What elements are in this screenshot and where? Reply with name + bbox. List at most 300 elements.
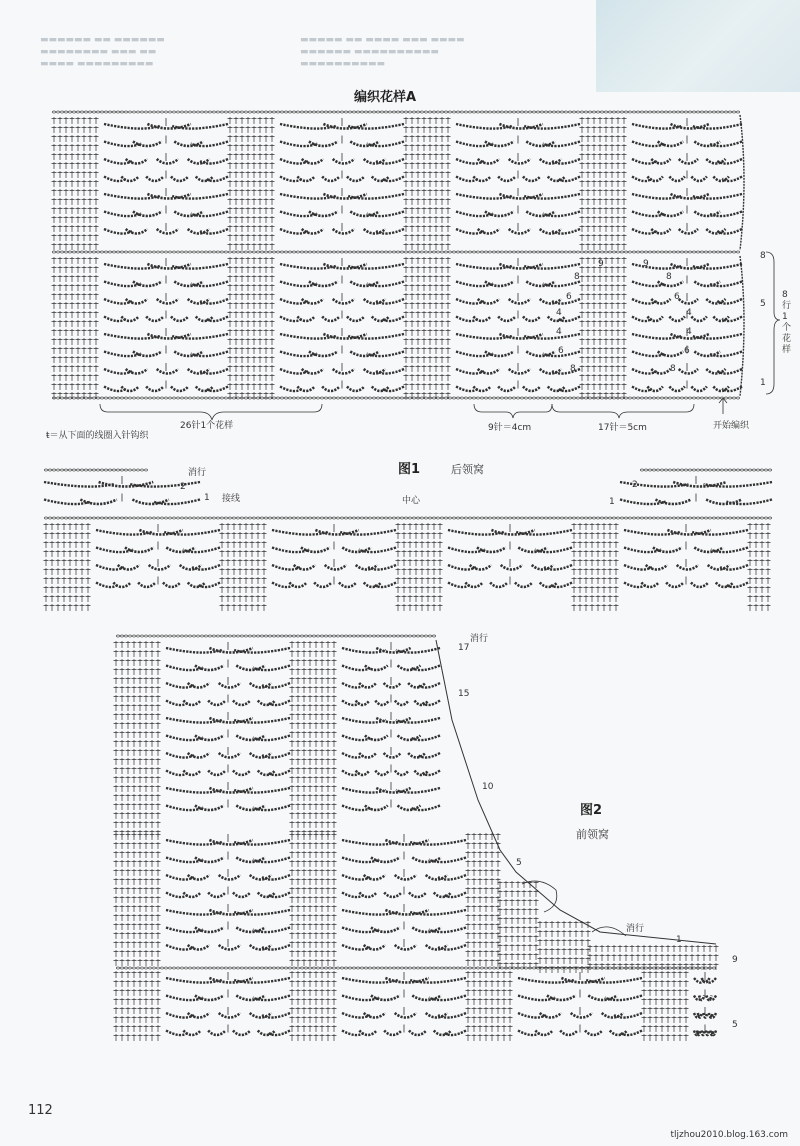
chain-arc [133,282,162,287]
chain-arc [651,299,670,304]
chain-arc [610,1031,627,1036]
chain-arc [347,317,364,322]
figure2-title: 图2 [580,803,603,818]
chain-arc [333,369,355,374]
stitch-column-block [228,117,275,250]
fan-motif [280,118,404,234]
chain-arc [146,387,163,392]
chain-arc [651,369,670,374]
fan-motif [456,258,580,391]
chain-arc [372,177,389,182]
chain-arc [653,548,682,553]
chain-arc [166,548,195,553]
chain-arc [195,996,224,1001]
inner-number: 6 [684,346,690,356]
inner-number: 8 [666,272,672,282]
background-text: ▬▬▬▬▬▬ ▬▬ ▬▬▬▬▬▬ ▬▬▬▬▬▬▬▬ ▬▬▬ ▬▬ ▬▬▬▬ ▬▬▬▬▬▬▬▬▬ [40,35,165,69]
chain-arc [409,1031,426,1036]
chain-arc [694,282,720,287]
chain-arc [706,299,725,304]
chain-arc [485,212,514,217]
chain-arc [314,583,331,588]
fan-motif [166,834,290,950]
chain-arc [258,893,275,898]
chain-arc [146,177,163,182]
chain-arc [490,583,507,588]
fan-motif [166,972,290,1035]
chain-arc [209,788,252,793]
inner-number: 4 [686,308,692,318]
chain-arc [547,996,576,1001]
chain-arc [219,683,241,688]
chain-arc [477,548,506,553]
chain-arc [706,369,725,374]
chain-arc [679,229,698,234]
chain-row [52,111,739,113]
chain-arc [196,317,213,322]
chain-arc [195,928,224,933]
chain-arc [651,229,670,234]
stitch-column-block [588,945,719,970]
rows-brace [766,252,780,394]
chain-arc [195,666,224,671]
inner-number: 4 [556,308,562,318]
chain-arc [157,299,179,304]
stitch-column-block [466,833,501,966]
fasten-off-label: 消行 [470,634,489,644]
chain-arc [171,177,188,182]
stitch-column-block [538,921,591,973]
chain-arc [408,753,425,758]
chain-arc [691,387,706,392]
chain-arc [364,583,381,588]
chain-arc [174,282,203,287]
chain-arc [658,352,684,357]
chain-arc [698,1013,702,1018]
pattern-repeat-label: 26针1个花样 [180,421,234,431]
chain-row [52,251,739,253]
chain-arc [412,858,441,863]
chain-arc [491,530,534,535]
chain-arc [347,177,364,182]
chain-arc [322,387,339,392]
chain-arc [233,893,250,898]
chain-arc [146,317,163,322]
row-number: 1 [676,935,682,945]
chain-arc [325,565,347,570]
chain-arc [208,1031,225,1036]
stitch-column-block [114,971,161,1041]
fan-motif [342,834,466,950]
chain-arc [375,701,389,706]
fan-motif [518,972,642,1035]
chain-arc [679,159,698,164]
stitch-column-block [290,971,337,1041]
chain-arc [139,530,182,535]
chain-arc [677,565,699,570]
chain-arc [499,264,542,269]
chain-arc [647,387,662,392]
chain-arc [333,229,355,234]
chain-arc [236,806,265,811]
chain-arc [408,683,425,688]
chain-arc [526,212,555,217]
chain-arc [147,334,190,339]
fan-motif [456,118,580,234]
chain-arc [509,229,531,234]
chain-arc [196,387,213,392]
chain-arc [509,369,531,374]
inner-number: 8 [670,364,676,374]
chain-arc [385,840,428,845]
row-number: 8 [760,251,766,261]
chain-arc [384,683,401,688]
chain-arc [132,500,168,505]
chain-arc [322,177,339,182]
figure2-chart [114,635,719,1041]
chain-arc [384,893,401,898]
chain-arc [571,1013,593,1018]
chain-arc [667,530,710,535]
chain-arc [523,177,540,182]
chain-arc [372,317,389,322]
chain-arc [385,910,428,915]
chain-arc [540,583,557,588]
fan-motif [624,524,748,587]
chain-arc [669,317,684,322]
chain-arc [174,142,203,147]
chain-arc [679,369,698,374]
chain-arc [691,177,706,182]
chain-arc [509,159,531,164]
chain-arc [395,875,417,880]
chain-arc [322,317,339,322]
center-label: 中心 [402,496,421,506]
stitch-column-block [290,641,337,837]
chain-arc [236,858,265,863]
fan-motif [342,642,440,810]
chain-arc [350,142,379,147]
chain-arc [523,317,540,322]
width-17-label: 17针＝5cm [598,423,647,433]
chain-arc [365,806,388,811]
chain-arc [658,142,684,147]
chain-arc [209,910,252,915]
stitch-column-block [748,523,771,611]
chain-arc [485,352,514,357]
chain-arc [398,666,421,671]
chain-arc [561,978,604,983]
chain-arc [174,352,203,357]
chain-arc [219,945,241,950]
width17-bracket [552,404,694,418]
fan-motif [280,258,404,391]
chain-arc [147,194,190,199]
inner-number: 4 [556,327,562,337]
chain-arc [209,648,252,653]
chain-arc [498,177,515,182]
chain-arc [679,299,698,304]
chain-arc [412,928,441,933]
chain-arc [171,317,188,322]
chain-row [52,397,739,399]
chain-arc [498,387,515,392]
row-number: 2 [180,482,186,492]
chain-arc [585,1031,602,1036]
chain-arc [233,771,250,776]
chain-arc [157,159,179,164]
chain-arc [434,893,451,898]
chain-arc [694,212,720,217]
width9-bracket [474,404,552,418]
chain-arc [323,194,366,199]
chain-arc [157,369,179,374]
chain-arc [699,996,704,1001]
row-number: 15 [458,689,470,699]
inner-number: 9 [598,259,604,269]
chain-arc [219,875,241,880]
chain-arc [125,548,154,553]
chain-arc [174,212,203,217]
fasten-off-label: 消行 [188,468,207,478]
chain-arc [716,583,733,588]
curve-arrow [522,881,557,912]
chain-arc [509,299,531,304]
fan-motif [272,524,396,587]
inner-number: 8 [574,272,580,282]
fasten-off-label: 消行 [626,924,645,934]
inner-number: 6 [566,292,572,302]
fan-motif [448,524,572,587]
chain-arc [350,352,379,357]
start-label: 开始编织 [713,421,750,431]
chain-arc [706,229,725,234]
chain-arc [365,736,388,741]
chain-arc [195,806,224,811]
row-number: 5 [732,1020,738,1030]
chain-arc [485,142,514,147]
fan-motif [342,972,466,1035]
chain-arc [233,701,250,706]
fan-motif [620,476,772,504]
inner-number: 8 [570,364,576,374]
chain-arc [133,212,162,217]
chain-arc [371,858,400,863]
stitch-column-block [44,523,91,611]
chain-arc [515,583,532,588]
chain-arc [133,352,162,357]
chain-row [640,469,771,471]
stitch-column-block [572,523,619,611]
inner-number: 9 [643,259,649,269]
chain-arc [195,736,224,741]
legend [46,428,149,441]
chain-arc [501,565,523,570]
chain-arc [371,996,400,1001]
chain-arc [350,282,379,287]
figure1-subtitle: 后领窝 [451,463,484,476]
chain-arc [258,701,275,706]
chain-arc [651,159,670,164]
chain-arc [315,530,358,535]
row-number: 10 [482,782,494,792]
chain-arc [409,893,426,898]
fan-motif [44,476,200,504]
chain-row [44,517,771,519]
chain-arc [395,701,409,706]
chain-arc [138,583,155,588]
stitch-column-block [228,257,275,399]
inner-number: 4 [686,327,692,337]
chain-arc [147,264,190,269]
chain-arc [694,548,723,553]
fan-motif [632,118,742,234]
chain-arc [669,177,684,182]
chain-arc [706,996,711,1001]
chain-arc [342,548,371,553]
chain-arc [398,806,421,811]
chain-arc [548,177,565,182]
pattern-a-chart [52,111,745,399]
chain-arc [395,945,417,950]
figure1-chart [44,469,773,611]
stitch-column-block [114,641,161,837]
chain-arc [133,142,162,147]
chain-arc [691,583,708,588]
chain-arc [309,282,338,287]
chain-arc [647,317,662,322]
chain-arc [195,858,224,863]
chain-arc [526,142,555,147]
chain-arc [371,928,400,933]
chain-arc [691,317,706,322]
chain-arc [309,352,338,357]
chain-arc [485,282,514,287]
chain-arc [188,583,205,588]
rows-per-repeat-label: 8行1个花样 [782,290,792,355]
chain-arc [163,583,180,588]
row-number: 1 [609,497,615,507]
chain-arc [323,334,366,339]
chain-arc [526,352,555,357]
chain-arc [339,583,356,588]
chain-arc [196,177,213,182]
chain-arc [219,753,241,758]
page-number: 112 [28,1103,53,1118]
chain-arc [258,1031,275,1036]
stitch-column-block [466,971,513,1041]
chain-arc [350,212,379,217]
start-arrow [719,398,727,414]
row-number: 2 [632,480,638,490]
chain-row [44,469,147,471]
chain-arc [526,282,555,287]
chain-arc [365,666,388,671]
chain-arc [208,701,225,706]
chain-arc [372,387,389,392]
chain-arc [669,387,684,392]
chain-arc [333,299,355,304]
chain-arc [713,387,728,392]
chain-arc [208,771,225,776]
chain-arc [658,212,684,217]
fan-motif [632,258,742,391]
chain-arc [713,177,728,182]
chain-arc [219,1013,241,1018]
chain-arc [209,840,252,845]
chain-row [116,635,435,637]
chain-arc [236,736,265,741]
row-number: 17 [458,643,470,653]
row-number: 5 [516,858,522,868]
chain-arc [588,996,617,1001]
chain-arc [384,753,401,758]
chain-arc [309,142,338,147]
figure1-title: 图1 [398,462,421,477]
row-number: 5 [760,299,766,309]
stitch-column-block [220,523,267,611]
chain-arc [385,978,428,983]
chain-arc [233,1031,250,1036]
chain-arc [209,718,252,723]
chain-arc [147,124,190,129]
stitch-column-block [52,257,99,399]
chain-arc [395,771,409,776]
chain-arc [258,771,275,776]
chain-arc [375,771,389,776]
chain-arc [384,1031,401,1036]
stitch-column-block [404,117,451,250]
chain-arc [560,1031,577,1036]
pattern-a-title: 编织花样A [354,90,417,105]
chain-arc [673,482,726,487]
chain-arc [706,1031,709,1036]
chain-arc [666,583,683,588]
chain-arc [412,996,441,1001]
chain-arc [323,264,366,269]
fan-motif [104,118,228,234]
inner-number: 6 [674,292,680,302]
stitch-column-block [404,257,451,399]
chain-arc [498,317,515,322]
background-text: ▬▬▬▬▬ ▬▬ ▬▬▬▬ ▬▬▬ ▬▬▬▬ ▬▬▬▬▬▬ ▬▬▬▬▬▬▬▬▬▬ ▬▬▬▬▬▬▬▬▬▬ [300,35,465,69]
chain-arc [713,317,728,322]
chain-arc [209,978,252,983]
fan-motif [104,258,228,391]
width-9-label: 9针＝4cm [488,423,532,433]
chain-arc [301,548,330,553]
stitch-column-block [114,833,161,966]
chain-arc [347,387,364,392]
fan-motif [694,972,716,1035]
chain-arc [171,387,188,392]
stitch-column-block [52,117,99,250]
chain-arc [523,387,540,392]
chain-arc [434,1031,451,1036]
chain-arc [499,334,542,339]
chain-arc [706,159,725,164]
chain-arc [694,352,720,357]
stitch-symbol-icon: ŧ [46,431,50,441]
chain-arc [647,177,662,182]
chain-arc [548,387,565,392]
join-label: 接线 [222,494,241,504]
chain-arc [518,548,547,553]
stitch-column-block [580,257,627,399]
row-number: 9 [732,955,738,965]
chain-arc [658,282,684,287]
chain-arc [499,124,542,129]
